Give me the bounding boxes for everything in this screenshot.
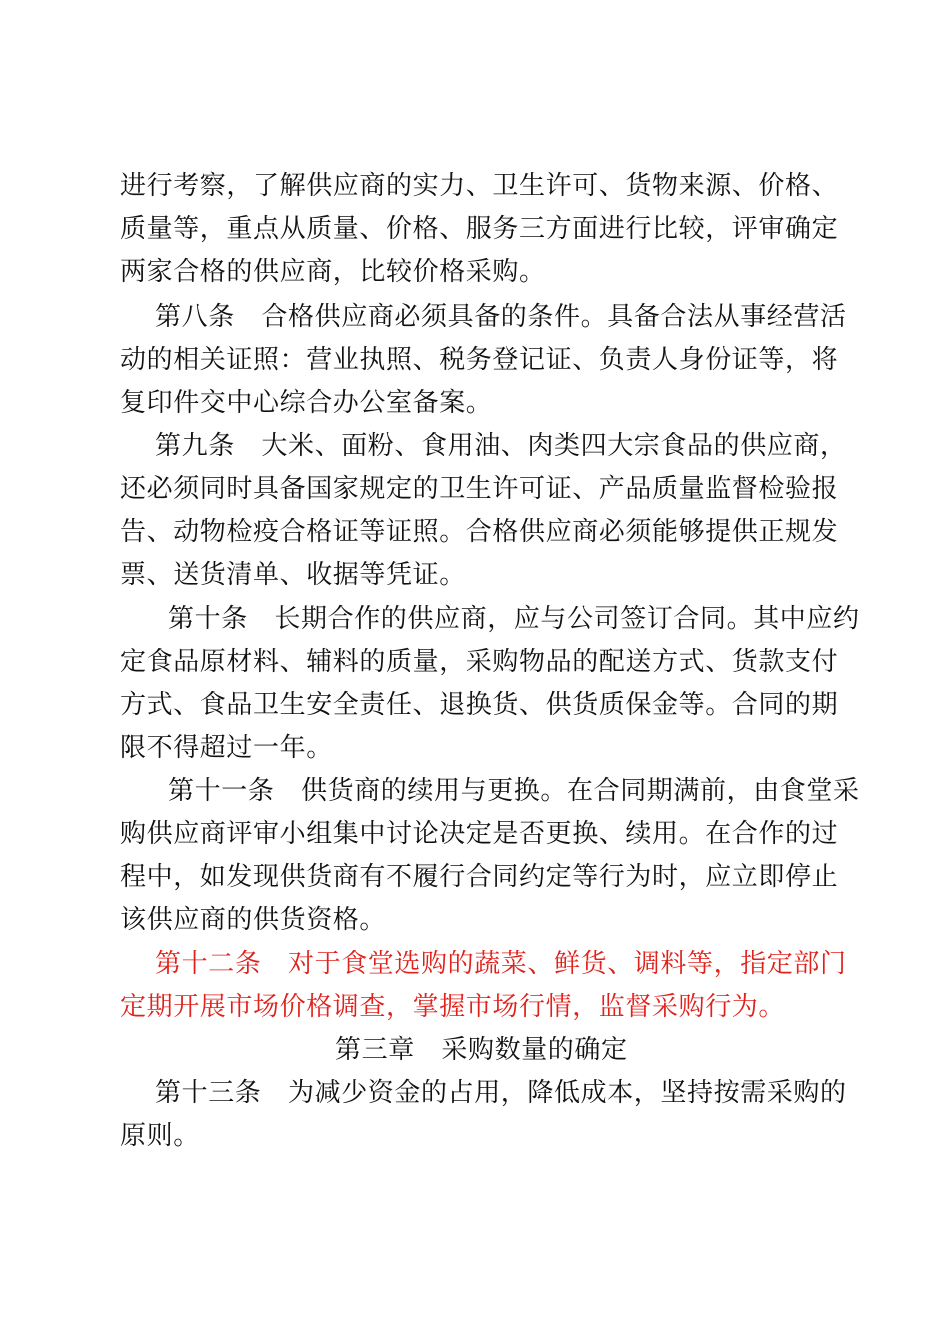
paragraph-line: 告、动物检疫合格证等证照。合格供应商必须能够提供正规发: [120, 517, 839, 547]
paragraph-line: 还必须同时具备国家规定的卫生许可证、产品质量监督检验报: [120, 474, 839, 504]
article-12-line-highlighted: 第十二条 对于食堂选购的蔬菜、鲜货、调料等，指定部门: [155, 949, 847, 979]
paragraph-line: 该供应商的供货资格。: [120, 905, 387, 935]
article-12-line-highlighted: 定期开展市场价格调查，掌握市场行情，监督采购行为。: [120, 992, 786, 1022]
paragraph-line: 购供应商评审小组集中讨论决定是否更换、续用。在合作的过: [120, 819, 839, 849]
paragraph-line: 限不得超过一年。: [120, 733, 333, 763]
article-9-line: 第九条 大米、面粉、食用油、肉类四大宗食品的供应商，: [155, 431, 847, 461]
article-8-line: 第八条 合格供应商必须具备的条件。具备合法从事经营活: [155, 302, 847, 332]
paragraph-line: 程中，如发现供货商有不履行合同约定等行为时，应立即停止: [120, 862, 839, 892]
article-13-line: 第十三条 为减少资金的占用，降低成本，坚持按需采购的: [155, 1078, 847, 1108]
paragraph-line: 方式、食品卫生安全责任、退换货、供货质保金等。合同的期: [120, 690, 839, 720]
chapter-heading: 第三章 采购数量的确定: [335, 1035, 628, 1065]
paragraph-line: 质量等，重点从质量、价格、服务三方面进行比较，评审确定: [120, 214, 839, 244]
paragraph-line: 定食品原材料、辅料的质量，采购物品的配送方式、货款支付: [120, 647, 839, 677]
article-10-line: 第十条 长期合作的供应商，应与公司签订合同。其中应约: [168, 604, 860, 634]
paragraph-line: 两家合格的供应商，比较价格采购。: [120, 257, 546, 287]
paragraph-line: 原则。: [120, 1121, 200, 1151]
paragraph-line: 进行考察，了解供应商的实力、卫生许可、货物来源、价格、: [120, 171, 839, 201]
paragraph-line: 动的相关证照：营业执照、税务登记证、负责人身份证等，将: [120, 345, 839, 375]
paragraph-line: 复印件交中心综合办公室备案。: [120, 388, 493, 418]
article-11-line: 第十一条 供货商的续用与更换。在合同期满前，由食堂采: [168, 776, 860, 806]
paragraph-line: 票、送货清单、收据等凭证。: [120, 560, 466, 590]
